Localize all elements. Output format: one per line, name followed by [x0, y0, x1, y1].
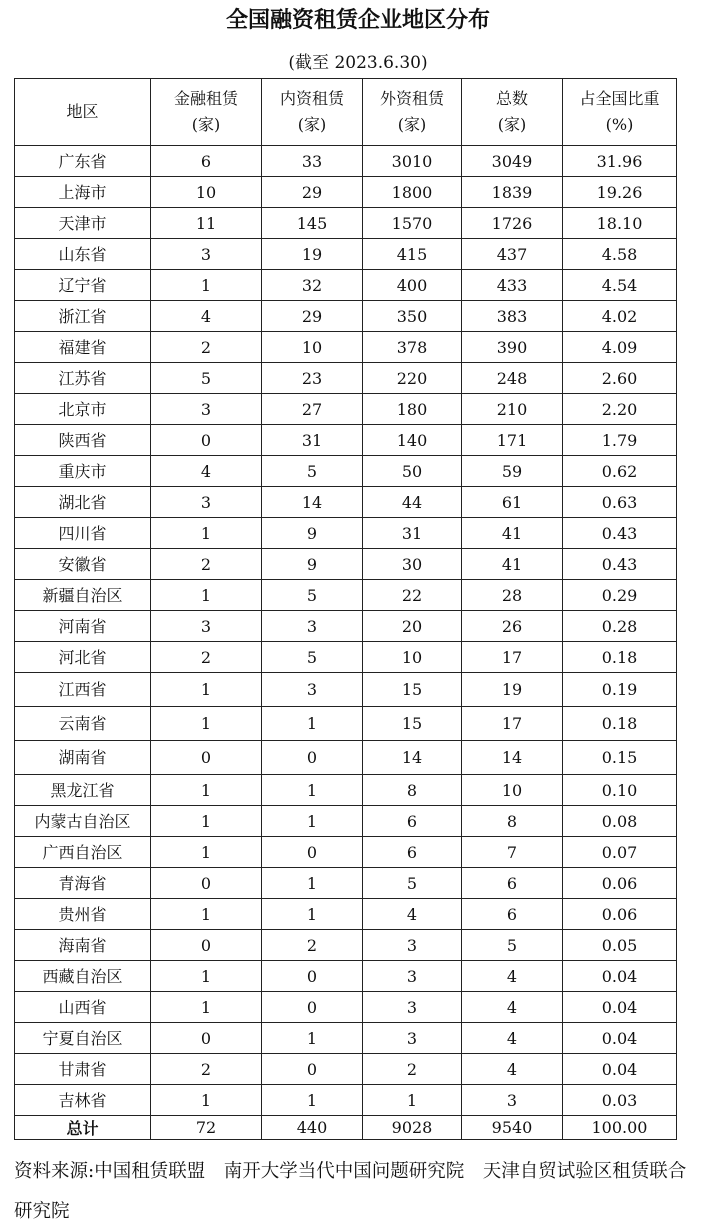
header-financial-unit: (家) [191, 115, 221, 134]
foreign-cell: 2 [363, 1054, 462, 1085]
table-row [15, 270, 677, 301]
source-note: 资料来源:中国租赁联盟 南开大学当代中国问题研究院 天津自贸试验区租赁联合研究院 [14, 1161, 687, 1222]
foreign-cell: 30 [363, 549, 462, 580]
header-row [15, 79, 677, 146]
region-cell: 黑龙江省 [15, 775, 151, 806]
foreign-cell: 378 [363, 332, 462, 363]
domestic-cell: 1 [262, 806, 363, 837]
total-cell: 3049 [462, 146, 563, 177]
domestic-cell: 10 [262, 332, 363, 363]
domestic-cell: 1 [262, 775, 363, 806]
domestic-cell: 1 [262, 1023, 363, 1054]
foreign-cell: 180 [363, 394, 462, 425]
region-cell: 山西省 [15, 992, 151, 1023]
header-foreign-unit: (家) [397, 115, 427, 134]
region-cell: 内蒙古自治区 [15, 806, 151, 837]
table-row [15, 549, 677, 580]
table-row [15, 673, 677, 707]
table-row [15, 301, 677, 332]
financial-cell: 1 [151, 899, 262, 930]
total-cell: 41 [462, 549, 563, 580]
share-cell: 0.43 [563, 549, 677, 580]
domestic-cell: 29 [262, 177, 363, 208]
table-row [15, 1054, 677, 1085]
page-subtitle: (截至 2023.6.30) [288, 53, 428, 73]
table-row [15, 518, 677, 549]
header-total-unit: (家) [497, 115, 527, 134]
domestic-cell: 145 [262, 208, 363, 239]
foreign-cell: 6 [363, 837, 462, 868]
domestic-cell: 19 [262, 239, 363, 270]
total-cell: 10 [462, 775, 563, 806]
foreign-cell: 1800 [363, 177, 462, 208]
total-cell: 4 [462, 1023, 563, 1054]
foreign-cell: 6 [363, 806, 462, 837]
totals-row [15, 1116, 677, 1140]
financial-cell: 1 [151, 1085, 262, 1116]
financial-cell: 1 [151, 518, 262, 549]
total-cell: 17 [462, 707, 563, 741]
table-row [15, 1085, 677, 1116]
region-cell: 北京市 [15, 394, 151, 425]
share-cell: 19.26 [563, 177, 677, 208]
share-cell: 4.54 [563, 270, 677, 301]
domestic-cell: 0 [262, 837, 363, 868]
totals-domestic: 440 [262, 1116, 363, 1140]
total-cell: 4 [462, 992, 563, 1023]
foreign-cell: 22 [363, 580, 462, 611]
region-cell: 重庆市 [15, 456, 151, 487]
table-row [15, 487, 677, 518]
foreign-cell: 8 [363, 775, 462, 806]
domestic-cell: 1 [262, 868, 363, 899]
share-cell: 2.60 [563, 363, 677, 394]
total-cell: 61 [462, 487, 563, 518]
domestic-cell: 0 [262, 741, 363, 775]
table-row [15, 868, 677, 899]
header-total-label: 总数 [495, 89, 528, 108]
share-cell: 31.96 [563, 146, 677, 177]
table-row [15, 146, 677, 177]
table-footer [15, 1116, 677, 1140]
region-cell: 广东省 [15, 146, 151, 177]
table-row [15, 394, 677, 425]
total-cell: 390 [462, 332, 563, 363]
total-cell: 437 [462, 239, 563, 270]
share-cell: 0.04 [563, 1054, 677, 1085]
region-cell: 海南省 [15, 930, 151, 961]
region-cell: 广西自治区 [15, 837, 151, 868]
financial-cell: 1 [151, 270, 262, 301]
table-row [15, 930, 677, 961]
region-distribution-table [14, 78, 677, 1140]
share-cell: 2.20 [563, 394, 677, 425]
foreign-cell: 1570 [363, 208, 462, 239]
total-cell: 3 [462, 1085, 563, 1116]
foreign-cell: 3010 [363, 146, 462, 177]
domestic-cell: 5 [262, 456, 363, 487]
financial-cell: 0 [151, 425, 262, 456]
total-cell: 6 [462, 868, 563, 899]
financial-cell: 10 [151, 177, 262, 208]
domestic-cell: 33 [262, 146, 363, 177]
domestic-cell: 0 [262, 1054, 363, 1085]
financial-cell: 3 [151, 487, 262, 518]
financial-cell: 1 [151, 673, 262, 707]
domestic-cell: 9 [262, 549, 363, 580]
header-domestic-label: 内资租赁 [279, 89, 344, 108]
region-cell: 福建省 [15, 332, 151, 363]
foreign-cell: 50 [363, 456, 462, 487]
domestic-cell: 23 [262, 363, 363, 394]
domestic-cell: 9 [262, 518, 363, 549]
region-cell: 云南省 [15, 707, 151, 741]
total-cell: 6 [462, 899, 563, 930]
share-cell: 0.15 [563, 741, 677, 775]
region-cell: 宁夏自治区 [15, 1023, 151, 1054]
totals-foreign: 9028 [363, 1116, 462, 1140]
financial-cell: 0 [151, 930, 262, 961]
total-cell: 433 [462, 270, 563, 301]
foreign-cell: 140 [363, 425, 462, 456]
domestic-cell: 14 [262, 487, 363, 518]
total-cell: 28 [462, 580, 563, 611]
domestic-cell: 3 [262, 673, 363, 707]
domestic-cell: 32 [262, 270, 363, 301]
financial-cell: 2 [151, 332, 262, 363]
financial-cell: 2 [151, 642, 262, 673]
region-cell: 新疆自治区 [15, 580, 151, 611]
table-row [15, 611, 677, 642]
domestic-cell: 0 [262, 961, 363, 992]
region-cell: 辽宁省 [15, 270, 151, 301]
foreign-cell: 4 [363, 899, 462, 930]
domestic-cell: 29 [262, 301, 363, 332]
foreign-cell: 14 [363, 741, 462, 775]
share-cell: 0.06 [563, 868, 677, 899]
financial-cell: 3 [151, 611, 262, 642]
financial-cell: 1 [151, 707, 262, 741]
domestic-cell: 1 [262, 707, 363, 741]
financial-cell: 2 [151, 549, 262, 580]
region-cell: 甘肃省 [15, 1054, 151, 1085]
header-foreign-label: 外资租赁 [379, 89, 444, 108]
total-cell: 17 [462, 642, 563, 673]
total-cell: 7 [462, 837, 563, 868]
domestic-cell: 5 [262, 580, 363, 611]
foreign-cell: 1 [363, 1085, 462, 1116]
foreign-cell: 44 [363, 487, 462, 518]
foreign-cell: 15 [363, 673, 462, 707]
table-row [15, 837, 677, 868]
total-cell: 59 [462, 456, 563, 487]
share-cell: 0.18 [563, 707, 677, 741]
domestic-cell: 1 [262, 1085, 363, 1116]
region-cell: 河南省 [15, 611, 151, 642]
financial-cell: 6 [151, 146, 262, 177]
region-cell: 山东省 [15, 239, 151, 270]
domestic-cell: 31 [262, 425, 363, 456]
share-cell: 4.02 [563, 301, 677, 332]
total-cell: 248 [462, 363, 563, 394]
table-body [15, 146, 677, 1116]
table-header [15, 79, 677, 146]
foreign-cell: 3 [363, 961, 462, 992]
domestic-cell: 2 [262, 930, 363, 961]
share-cell: 4.58 [563, 239, 677, 270]
foreign-cell: 20 [363, 611, 462, 642]
financial-cell: 1 [151, 837, 262, 868]
region-cell: 浙江省 [15, 301, 151, 332]
financial-cell: 0 [151, 868, 262, 899]
total-cell: 1839 [462, 177, 563, 208]
totals-financial: 72 [151, 1116, 262, 1140]
region-cell: 西藏自治区 [15, 961, 151, 992]
share-cell: 18.10 [563, 208, 677, 239]
table-row [15, 961, 677, 992]
domestic-cell: 3 [262, 611, 363, 642]
region-cell: 江西省 [15, 673, 151, 707]
total-cell: 4 [462, 1054, 563, 1085]
share-cell: 0.10 [563, 775, 677, 806]
financial-cell: 1 [151, 961, 262, 992]
table-row [15, 806, 677, 837]
table-row [15, 332, 677, 363]
total-cell: 1726 [462, 208, 563, 239]
foreign-cell: 15 [363, 707, 462, 741]
financial-cell: 0 [151, 741, 262, 775]
foreign-cell: 350 [363, 301, 462, 332]
financial-cell: 1 [151, 992, 262, 1023]
share-cell: 0.03 [563, 1085, 677, 1116]
header-financial-label: 金融租赁 [173, 89, 238, 108]
domestic-cell: 1 [262, 899, 363, 930]
domestic-cell: 0 [262, 992, 363, 1023]
table-row [15, 741, 677, 775]
financial-cell: 11 [151, 208, 262, 239]
total-cell: 171 [462, 425, 563, 456]
table-row [15, 707, 677, 741]
financial-cell: 5 [151, 363, 262, 394]
foreign-cell: 415 [363, 239, 462, 270]
foreign-cell: 10 [363, 642, 462, 673]
financial-cell: 2 [151, 1054, 262, 1085]
foreign-cell: 3 [363, 930, 462, 961]
table-row [15, 239, 677, 270]
table-row [15, 1023, 677, 1054]
table-row [15, 425, 677, 456]
share-cell: 0.04 [563, 1023, 677, 1054]
header-region [15, 79, 151, 146]
header-foreign [363, 79, 462, 146]
header-financial [151, 79, 262, 146]
total-cell: 383 [462, 301, 563, 332]
region-cell: 青海省 [15, 868, 151, 899]
region-cell: 天津市 [15, 208, 151, 239]
table-row [15, 177, 677, 208]
table-row [15, 775, 677, 806]
share-cell: 0.63 [563, 487, 677, 518]
share-cell: 0.04 [563, 992, 677, 1023]
share-cell: 0.04 [563, 961, 677, 992]
total-cell: 8 [462, 806, 563, 837]
header-total [462, 79, 563, 146]
region-cell: 陕西省 [15, 425, 151, 456]
table-row [15, 208, 677, 239]
financial-cell: 1 [151, 806, 262, 837]
table-row [15, 992, 677, 1023]
page-title: 全国融资租赁企业地区分布 [225, 8, 490, 33]
region-cell: 湖北省 [15, 487, 151, 518]
foreign-cell: 3 [363, 1023, 462, 1054]
header-share [563, 79, 677, 146]
total-cell: 210 [462, 394, 563, 425]
table-row [15, 363, 677, 394]
foreign-cell: 220 [363, 363, 462, 394]
financial-cell: 1 [151, 580, 262, 611]
foreign-cell: 5 [363, 868, 462, 899]
financial-cell: 4 [151, 301, 262, 332]
region-cell: 安徽省 [15, 549, 151, 580]
share-cell: 1.79 [563, 425, 677, 456]
region-cell: 江苏省 [15, 363, 151, 394]
foreign-cell: 3 [363, 992, 462, 1023]
table-row [15, 580, 677, 611]
financial-cell: 3 [151, 239, 262, 270]
total-cell: 14 [462, 741, 563, 775]
region-cell: 贵州省 [15, 899, 151, 930]
total-cell: 26 [462, 611, 563, 642]
foreign-cell: 31 [363, 518, 462, 549]
header-region-label: 地区 [66, 102, 99, 121]
financial-cell: 1 [151, 775, 262, 806]
share-cell: 0.07 [563, 837, 677, 868]
domestic-cell: 5 [262, 642, 363, 673]
share-cell: 0.28 [563, 611, 677, 642]
share-cell: 4.09 [563, 332, 677, 363]
share-cell: 0.19 [563, 673, 677, 707]
header-domestic [262, 79, 363, 146]
region-cell: 湖南省 [15, 741, 151, 775]
total-cell: 41 [462, 518, 563, 549]
region-cell: 吉林省 [15, 1085, 151, 1116]
financial-cell: 3 [151, 394, 262, 425]
total-cell: 4 [462, 961, 563, 992]
totals-label: 总计 [15, 1116, 151, 1140]
region-cell: 河北省 [15, 642, 151, 673]
header-share-label: 占全国比重 [579, 89, 660, 108]
table-row [15, 899, 677, 930]
financial-cell: 4 [151, 456, 262, 487]
header-domestic-unit: (家) [297, 115, 327, 134]
total-cell: 5 [462, 930, 563, 961]
totals-total: 9540 [462, 1116, 563, 1140]
foreign-cell: 400 [363, 270, 462, 301]
financial-cell: 0 [151, 1023, 262, 1054]
table-row [15, 456, 677, 487]
total-cell: 19 [462, 673, 563, 707]
share-cell: 0.08 [563, 806, 677, 837]
share-cell: 0.43 [563, 518, 677, 549]
domestic-cell: 27 [262, 394, 363, 425]
region-cell: 四川省 [15, 518, 151, 549]
share-cell: 0.18 [563, 642, 677, 673]
region-cell: 上海市 [15, 177, 151, 208]
table-row [15, 642, 677, 673]
share-cell: 0.06 [563, 899, 677, 930]
header-share-unit: (%) [605, 115, 634, 134]
totals-share: 100.00 [563, 1116, 677, 1140]
share-cell: 0.29 [563, 580, 677, 611]
share-cell: 0.05 [563, 930, 677, 961]
share-cell: 0.62 [563, 456, 677, 487]
